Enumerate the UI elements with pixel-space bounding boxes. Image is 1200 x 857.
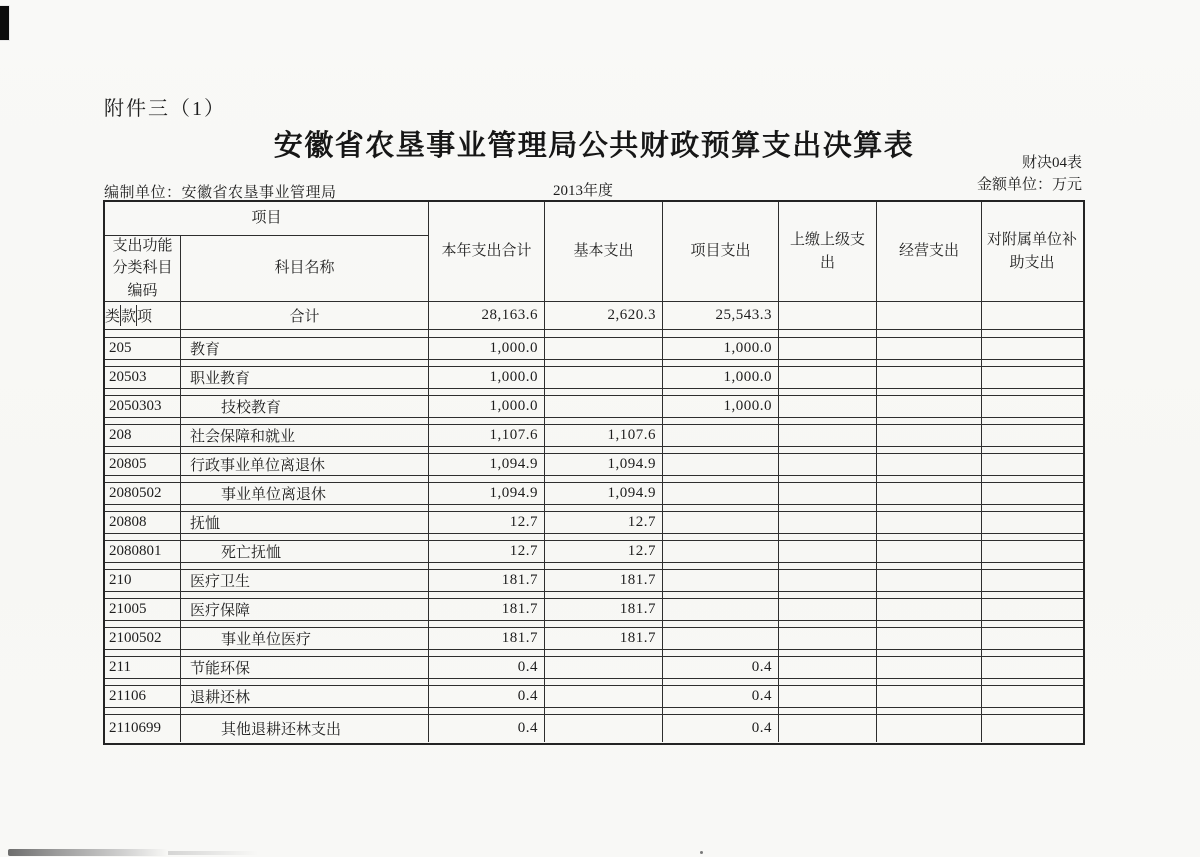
document-title: 安徽省农垦事业管理局公共财政预算支出决算表 xyxy=(273,130,915,162)
divider-cell xyxy=(982,418,1082,425)
table-body xyxy=(105,338,1083,742)
divider-cell xyxy=(982,447,1082,454)
divider-cell xyxy=(181,360,429,367)
cell-subsidy xyxy=(982,657,1082,678)
cell-total: 181.7 xyxy=(429,628,545,649)
cell-operating xyxy=(877,570,982,591)
cell-code: 210 xyxy=(105,570,181,591)
divider-cell xyxy=(663,563,779,570)
divider-cell xyxy=(105,708,181,715)
divider-cell xyxy=(545,650,663,657)
cell-basic: 181.7 xyxy=(545,628,663,649)
divider-cell xyxy=(181,418,429,425)
row-content xyxy=(105,367,1083,389)
table-row xyxy=(105,338,1083,367)
divider-cell xyxy=(779,621,877,628)
divider-cell xyxy=(779,563,877,570)
attachment-label: 附件三（1） xyxy=(104,98,226,120)
header-subject-name: 科目名称 xyxy=(181,236,429,301)
cell-code: 2110699 xyxy=(105,715,181,742)
cell-total: 1,000.0 xyxy=(429,338,545,359)
divider-cell xyxy=(105,389,181,396)
divider-cell xyxy=(982,650,1082,657)
row-divider xyxy=(105,621,1083,629)
row-divider xyxy=(105,447,1083,455)
divider-cell xyxy=(181,505,429,512)
divider-cell xyxy=(982,708,1082,715)
divider-cell xyxy=(877,534,982,541)
divider-cell xyxy=(663,476,779,483)
row-divider xyxy=(105,563,1083,571)
divider-cell xyxy=(429,621,545,628)
cell-project: 0.4 xyxy=(663,657,779,678)
divider-cell xyxy=(429,476,545,483)
divider-cell xyxy=(877,679,982,686)
cell-name: 抚恤 xyxy=(181,512,429,533)
divider-cell xyxy=(877,505,982,512)
cell-project xyxy=(663,599,779,620)
cell-operating xyxy=(877,338,982,359)
divider-cell xyxy=(105,650,181,657)
cell-upper xyxy=(779,367,877,388)
cell-code: 2080502 xyxy=(105,483,181,504)
divider-cell xyxy=(429,360,545,367)
divider-cell xyxy=(779,592,877,599)
row-divider xyxy=(105,330,1083,338)
divider-cell xyxy=(779,418,877,425)
cell-operating xyxy=(877,657,982,678)
divider-cell xyxy=(429,650,545,657)
divider-cell xyxy=(779,650,877,657)
divider-cell xyxy=(181,621,429,628)
divider-cell xyxy=(877,360,982,367)
divider-cell xyxy=(877,418,982,425)
cell-project: 1,000.0 xyxy=(663,338,779,359)
divider-cell xyxy=(877,650,982,657)
divider-cell xyxy=(982,563,1082,570)
cell-name: 职业教育 xyxy=(181,367,429,388)
row-divider xyxy=(105,650,1083,658)
row-content xyxy=(105,483,1083,505)
cell-operating xyxy=(877,599,982,620)
row-content xyxy=(105,686,1083,708)
cell-code: 20808 xyxy=(105,512,181,533)
cell-subsidy xyxy=(982,367,1082,388)
divider-cell xyxy=(982,592,1082,599)
cell-basic xyxy=(545,686,663,707)
row-divider xyxy=(105,534,1083,542)
row-divider xyxy=(105,505,1083,513)
cell-project: 0.4 xyxy=(663,686,779,707)
header-project-expenditure: 项目支出 xyxy=(663,202,779,301)
cell-upper xyxy=(779,570,877,591)
divider-cell xyxy=(779,708,877,715)
divider-cell xyxy=(105,534,181,541)
header-basic-expenditure: 基本支出 xyxy=(545,202,663,301)
item-column-label: 项 xyxy=(137,309,153,325)
cell-total: 1,107.6 xyxy=(429,425,545,446)
divider-cell xyxy=(663,650,779,657)
divider-cell xyxy=(545,447,663,454)
cell-total: 28,163.6 xyxy=(429,302,545,329)
row-content xyxy=(105,425,1083,447)
cell-name: 节能环保 xyxy=(181,657,429,678)
cell-code: 208 xyxy=(105,425,181,446)
cell-subsidy xyxy=(982,686,1082,707)
cell-operating xyxy=(877,367,982,388)
divider-cell xyxy=(429,708,545,715)
divider-cell xyxy=(545,389,663,396)
divider-cell xyxy=(545,592,663,599)
divider-cell xyxy=(982,534,1082,541)
table-row xyxy=(105,686,1083,715)
cell-subject-name: 合计 xyxy=(181,302,429,329)
divider-cell xyxy=(105,447,181,454)
amount-unit-label: 金额单位：万元 xyxy=(976,177,1082,193)
divider-cell xyxy=(545,563,663,570)
cell-upper xyxy=(779,686,877,707)
cell-name: 事业单位离退休 xyxy=(181,483,429,504)
cell-project xyxy=(663,628,779,649)
scan-smudge xyxy=(8,849,168,856)
cell-code: 211 xyxy=(105,657,181,678)
row-content xyxy=(105,454,1083,476)
cell-name: 教育 xyxy=(181,338,429,359)
cell-basic xyxy=(545,367,663,388)
cell-upper xyxy=(779,657,877,678)
cell-operating xyxy=(877,686,982,707)
divider-cell xyxy=(877,592,982,599)
scan-corner-mark xyxy=(0,5,10,41)
class-column-label: 类 xyxy=(105,305,121,326)
scan-speck xyxy=(700,851,703,854)
cell-operating xyxy=(877,715,982,742)
table-row xyxy=(105,396,1083,425)
divider-cell xyxy=(663,592,779,599)
row-content xyxy=(105,657,1083,679)
divider-cell xyxy=(429,592,545,599)
divider-cell xyxy=(663,679,779,686)
cell-total: 1,094.9 xyxy=(429,483,545,504)
divider-cell xyxy=(779,447,877,454)
cell-basic: 181.7 xyxy=(545,599,663,620)
table-row xyxy=(105,657,1083,686)
divider-cell xyxy=(877,389,982,396)
cell-operating xyxy=(877,483,982,504)
divider-cell xyxy=(663,621,779,628)
divider-cell xyxy=(663,360,779,367)
divider-cell xyxy=(429,563,545,570)
divider-cell xyxy=(545,505,663,512)
cell-total: 0.4 xyxy=(429,715,545,742)
divider-cell xyxy=(982,505,1082,512)
row-content xyxy=(105,541,1083,563)
cell-project xyxy=(663,425,779,446)
divider-cell xyxy=(877,476,982,483)
cell-upper xyxy=(779,425,877,446)
scan-smudge-faint xyxy=(168,851,258,855)
divider-cell xyxy=(877,621,982,628)
cell-upper xyxy=(779,541,877,562)
divider-cell xyxy=(181,563,429,570)
cell-basic: 2,620.3 xyxy=(545,302,663,329)
divider-cell xyxy=(877,708,982,715)
cell-total: 0.4 xyxy=(429,657,545,678)
cell-basic: 1,094.9 xyxy=(545,454,663,475)
divider-cell xyxy=(877,447,982,454)
divider-cell xyxy=(877,563,982,570)
cell-upper xyxy=(779,715,877,742)
table-header xyxy=(105,202,1083,302)
row-divider xyxy=(105,476,1083,484)
cell-basic: 12.7 xyxy=(545,541,663,562)
cell-upper xyxy=(779,396,877,417)
code-subheader-cells xyxy=(105,302,181,329)
cell-total: 12.7 xyxy=(429,541,545,562)
cell-name: 死亡抚恤 xyxy=(181,541,429,562)
cell-basic: 12.7 xyxy=(545,512,663,533)
cell-operating xyxy=(877,454,982,475)
cell-project: 1,000.0 xyxy=(663,396,779,417)
cell-name: 退耕还林 xyxy=(181,686,429,707)
divider-cell xyxy=(982,389,1082,396)
divider-cell xyxy=(429,447,545,454)
row-content xyxy=(105,338,1083,360)
table-row xyxy=(105,541,1083,570)
cell-project xyxy=(663,483,779,504)
divider-cell xyxy=(779,389,877,396)
divider-cell xyxy=(545,418,663,425)
divider-cell xyxy=(982,679,1082,686)
cell-name: 社会保障和就业 xyxy=(181,425,429,446)
cell-code: 20805 xyxy=(105,454,181,475)
cell-total: 181.7 xyxy=(429,570,545,591)
cell-subsidy xyxy=(982,425,1082,446)
row-content xyxy=(105,628,1083,650)
divider-cell xyxy=(181,679,429,686)
divider-cell xyxy=(545,360,663,367)
row-divider xyxy=(105,360,1083,368)
cell-basic xyxy=(545,657,663,678)
table-row xyxy=(105,599,1083,628)
cell-total: 1,000.0 xyxy=(429,367,545,388)
row-divider xyxy=(105,389,1083,397)
row-divider xyxy=(105,592,1083,600)
cell-project: 25,543.3 xyxy=(663,302,779,329)
cell-name: 医疗卫生 xyxy=(181,570,429,591)
divider-cell xyxy=(779,534,877,541)
divider-cell xyxy=(181,592,429,599)
divider-cell xyxy=(663,418,779,425)
cell-upper xyxy=(779,512,877,533)
cell-basic xyxy=(545,396,663,417)
cell-basic: 1,107.6 xyxy=(545,425,663,446)
divider-cell xyxy=(982,621,1082,628)
cell-name: 事业单位医疗 xyxy=(181,628,429,649)
divider-cell xyxy=(779,360,877,367)
prepared-by-label: 编制单位：安徽省农垦事业管理局 xyxy=(104,185,337,201)
cell-operating xyxy=(877,541,982,562)
cell-upper xyxy=(779,599,877,620)
cell-code: 205 xyxy=(105,338,181,359)
row-content xyxy=(105,396,1083,418)
divider-cell xyxy=(663,389,779,396)
cell-subsidy xyxy=(982,541,1082,562)
budget-expenditure-table xyxy=(103,200,1085,745)
table-row xyxy=(105,628,1083,657)
divider-cell xyxy=(663,708,779,715)
divider-cell xyxy=(545,621,663,628)
header-subsidy-expenditure: 对附属单位补助支出 xyxy=(987,232,1078,271)
fiscal-year-label: 2013年度 xyxy=(553,183,614,199)
cell-project: 1,000.0 xyxy=(663,367,779,388)
cell-total: 181.7 xyxy=(429,599,545,620)
divider-cell xyxy=(181,476,429,483)
divider-cell xyxy=(181,389,429,396)
row-divider xyxy=(105,708,1083,716)
cell-upper xyxy=(779,454,877,475)
divider-cell xyxy=(545,534,663,541)
divider-cell xyxy=(545,476,663,483)
divider-cell xyxy=(982,476,1082,483)
cell-subsidy xyxy=(982,512,1082,533)
cell-code: 2050303 xyxy=(105,396,181,417)
divider-cell xyxy=(429,389,545,396)
cell-upper xyxy=(779,483,877,504)
row-content xyxy=(105,512,1083,534)
cell-subsidy xyxy=(982,483,1082,504)
divider-cell xyxy=(181,708,429,715)
cell-code: 21106 xyxy=(105,686,181,707)
cell-project xyxy=(663,570,779,591)
divider-cell xyxy=(181,447,429,454)
cell-subsidy xyxy=(982,628,1082,649)
divider-cell xyxy=(105,476,181,483)
row-content xyxy=(105,599,1083,621)
cell-code: 21005 xyxy=(105,599,181,620)
cell-total: 1,094.9 xyxy=(429,454,545,475)
divider-cell xyxy=(779,679,877,686)
cell-operating xyxy=(877,628,982,649)
cell-upper xyxy=(779,302,877,329)
cell-operating xyxy=(877,512,982,533)
cell-operating xyxy=(877,302,982,329)
divider-cell xyxy=(105,592,181,599)
cell-basic xyxy=(545,338,663,359)
divider-cell xyxy=(105,360,181,367)
header-operating-expenditure: 经营支出 xyxy=(877,202,982,301)
cell-operating xyxy=(877,425,982,446)
table-row xyxy=(105,425,1083,454)
table-code-label: 财决04表 xyxy=(1021,155,1082,171)
cell-subsidy xyxy=(982,302,1082,329)
divider-cell xyxy=(982,360,1082,367)
cell-name: 行政事业单位离退休 xyxy=(181,454,429,475)
cell-subsidy xyxy=(982,396,1082,417)
divider-cell xyxy=(105,621,181,628)
table-row xyxy=(105,570,1083,599)
divider-cell xyxy=(663,534,779,541)
cell-upper xyxy=(779,338,877,359)
table-row xyxy=(105,454,1083,483)
cell-code: 20503 xyxy=(105,367,181,388)
cell-subsidy xyxy=(982,338,1082,359)
cell-subsidy xyxy=(982,715,1082,742)
cell-upper xyxy=(779,628,877,649)
row-divider xyxy=(105,418,1083,426)
divider-cell xyxy=(105,679,181,686)
cell-total: 1,000.0 xyxy=(429,396,545,417)
divider-cell xyxy=(663,505,779,512)
row-content xyxy=(105,715,1083,742)
divider-cell xyxy=(429,534,545,541)
cell-name: 技校教育 xyxy=(181,396,429,417)
cell-code: 2100502 xyxy=(105,628,181,649)
divider-cell xyxy=(779,505,877,512)
divider-cell xyxy=(663,447,779,454)
table-row xyxy=(105,512,1083,541)
cell-project xyxy=(663,512,779,533)
divider-cell xyxy=(105,505,181,512)
row-content xyxy=(105,570,1083,592)
cell-code: 2080801 xyxy=(105,541,181,562)
section-column-label: 款 xyxy=(121,305,137,326)
cell-total: 0.4 xyxy=(429,686,545,707)
cell-basic xyxy=(545,715,663,742)
cell-project xyxy=(663,454,779,475)
row-divider xyxy=(105,679,1083,687)
header-upper-level-expenditure: 上缴上级支出 xyxy=(779,202,877,301)
cell-basic: 1,094.9 xyxy=(545,483,663,504)
divider-cell xyxy=(429,505,545,512)
cell-project: 0.4 xyxy=(663,715,779,742)
cell-name: 医疗保障 xyxy=(181,599,429,620)
cell-subsidy xyxy=(982,454,1082,475)
table-row xyxy=(105,715,1083,742)
table-row xyxy=(105,367,1083,396)
divider-cell xyxy=(105,418,181,425)
table-row xyxy=(105,483,1083,512)
divider-cell xyxy=(545,708,663,715)
header-function-code: 支出功能分类科目编码 xyxy=(105,236,181,301)
divider-cell xyxy=(105,563,181,570)
header-total-expenditure: 本年支出合计 xyxy=(429,202,545,301)
cell-project xyxy=(663,541,779,562)
cell-subsidy xyxy=(982,570,1082,591)
divider-cell xyxy=(429,418,545,425)
cell-operating xyxy=(877,396,982,417)
cell-name: 其他退耕还林支出 xyxy=(181,715,429,742)
cell-basic: 181.7 xyxy=(545,570,663,591)
divider-cell xyxy=(181,650,429,657)
cell-total: 12.7 xyxy=(429,512,545,533)
divider-cell xyxy=(779,476,877,483)
header-project: 项目 xyxy=(105,202,429,236)
cell-subsidy xyxy=(982,599,1082,620)
divider-cell xyxy=(181,534,429,541)
divider-cell xyxy=(429,679,545,686)
total-row xyxy=(105,302,1083,338)
divider-cell xyxy=(545,679,663,686)
